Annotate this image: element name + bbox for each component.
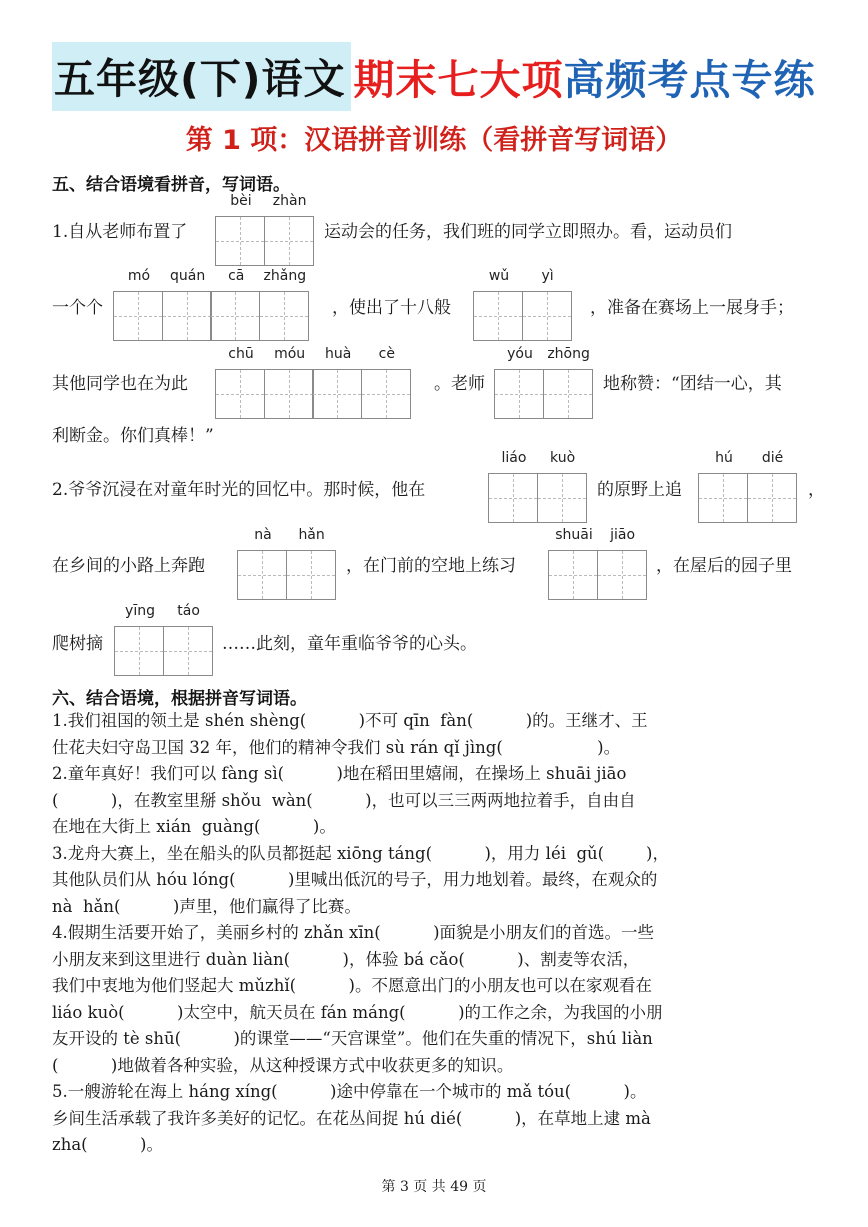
- q1-text: ，使出了十八般: [332, 298, 451, 318]
- pinyin-label: nà: [254, 527, 272, 543]
- pinyin-label: táo: [177, 603, 200, 619]
- section6-line: 4.假期生活要开始了，美丽乡村的 zhǎn xīn( )面貌是小朋友们的首选。一些: [52, 923, 655, 942]
- pinyin-label: yīng: [125, 603, 155, 619]
- page-title-banner: [52, 38, 815, 114]
- section6-line: liáo kuò( )太空中，航天员在 fán máng( )的工作之余，为我国的小朋: [52, 1002, 663, 1022]
- title-term: 期末七大项: [353, 55, 564, 104]
- section6-line: 5.一艘游轮在海上 háng xíng( )途中停靠在一个城市的 mǎ tóu( )。: [52, 1082, 647, 1101]
- q2-text: 在乡间的小路上奔跑: [52, 556, 205, 576]
- q1-text: 1.自从老师布置了: [52, 222, 188, 242]
- pinyin-label: wǔ: [488, 268, 510, 284]
- pinyin-label: zhǎng: [263, 268, 307, 284]
- q1-box3[interactable]: [473, 268, 570, 341]
- pinyin-label: hǎn: [298, 527, 325, 543]
- pinyin-label: quán: [170, 268, 206, 284]
- pinyin-label: cā: [228, 268, 245, 284]
- section6-line: zha( )。: [52, 1135, 163, 1154]
- section6-line: 1.我们祖国的领土是 shén shèng( )不可 qīn fàn( )的。王继才、王: [52, 711, 648, 730]
- pinyin-label: kuò: [550, 450, 576, 466]
- q1-box5[interactable]: [494, 346, 591, 419]
- section6-line: 我们中衷地为他们竖起大 mǔzhǐ( )。不愿意出门的小朋友也可以在家观看在: [52, 976, 652, 995]
- q1-box2[interactable]: [113, 268, 307, 341]
- section6-line: 3.龙舟大赛上，坐在船头的队员都挺起 xiōng táng( )，用力 léi gǔ( )，: [52, 843, 669, 863]
- section6-line: 乡间生活承载了我许多美好的记忆。在花丛间捉 hú dié( )，在草地上逮 mà: [52, 1108, 651, 1128]
- section6-body: [52, 708, 822, 1159]
- pinyin-label: zhōng: [547, 346, 590, 362]
- pinyin-label: mó: [127, 268, 151, 284]
- pinyin-label: dié: [761, 450, 784, 466]
- q2-box4[interactable]: [548, 527, 645, 600]
- q2-text: 2.爷爷沉浸在对童年时光的回忆中。那时候，他在: [52, 480, 426, 500]
- section6-line: 小朋友来到这里进行 duàn liàn( )，体验 bá cǎo( )、割麦等农活，: [52, 949, 640, 969]
- title-grade: 五年级(下)语文: [52, 42, 351, 111]
- section6-line: 其他队员们从 hóu lóng( )里喊出低沉的号子，用力地划着。最终，在观众的: [52, 870, 658, 889]
- section6-line: 在地在大街上 xián guàng( )。: [52, 817, 336, 836]
- section6-line: ( )地做着各种实验，从这种授课方式中收获更多的知识。: [52, 1055, 514, 1075]
- q2-text: ，在屋后的园子里: [656, 556, 792, 576]
- q2-text: 的原野上追: [597, 480, 682, 500]
- pinyin-label: shuāi: [555, 527, 593, 543]
- q2-box3[interactable]: [237, 527, 334, 600]
- q1-text: 。老师: [434, 374, 485, 394]
- q1-box1[interactable]: [215, 193, 312, 266]
- q2-box2[interactable]: [698, 450, 795, 523]
- q2-box5[interactable]: [114, 603, 211, 676]
- q1-text: 其他同学也在为此: [52, 374, 188, 394]
- section5-heading: 五、结合语境看拼音，写词语。: [52, 175, 290, 195]
- pinyin-label: bèi: [230, 193, 252, 209]
- q1-text: 利断金。你们真棒！”: [52, 426, 214, 446]
- section6-line: 2.童年真好！我们可以 fàng sì( )地在稻田里嬉闹，在操场上 shuāi jiāo: [52, 764, 627, 783]
- pinyin-label: yóu: [507, 346, 533, 362]
- pinyin-label: cè: [378, 346, 395, 362]
- page-subtitle: 第 1 项：汉语拼音训练（看拼音写词语）: [185, 125, 683, 156]
- pinyin-label: huà: [325, 346, 352, 362]
- section6-line: 友开设的 tè shū( )的课堂——“天宫课堂”。他们在失重的情况下，shú liàn: [52, 1029, 653, 1048]
- title-topic: 高频考点专练: [563, 55, 816, 104]
- section6-heading: 六、结合语境，根据拼音写词语。: [52, 689, 307, 709]
- pinyin-label: jiāo: [610, 527, 636, 543]
- q1-box4[interactable]: [215, 346, 409, 419]
- q2-text: ，: [808, 480, 825, 500]
- q2-box1[interactable]: [488, 450, 585, 523]
- q1-text: 地称赞：“团结一心，其: [603, 374, 782, 394]
- pinyin-label: chū: [228, 346, 254, 362]
- q1-text: 运动会的任务，我们班的同学立即照办。看，运动员们: [324, 222, 732, 242]
- pinyin-label: liáo: [501, 450, 527, 466]
- section6-line: ( )，在教室里掰 shǒu wàn( )，也可以三三两两地拉着手，自由自: [52, 790, 636, 810]
- q2-text: 爬树摘: [52, 634, 103, 654]
- q2-text: ，在门前的空地上练习: [346, 556, 516, 576]
- pinyin-label: hú: [715, 450, 733, 466]
- section6-line: 仕花夫妇守岛卫国 32 年，他们的精神令我们 sù rán qǐ jìng( )。: [52, 737, 621, 757]
- q1-text: ，准备在赛场上一展身手；: [590, 298, 794, 318]
- section6-line: nà hǎn( )声里，他们赢得了比赛。: [52, 896, 361, 916]
- pinyin-label: yì: [541, 268, 554, 284]
- pinyin-label: móu: [274, 346, 306, 362]
- page-number: 第 3 页 共 49 页: [381, 1179, 487, 1195]
- pinyin-label: zhàn: [272, 193, 307, 209]
- q1-text: 一个个: [52, 298, 103, 318]
- q2-text: ……此刻，童年重临爷爷的心头。: [222, 634, 477, 654]
